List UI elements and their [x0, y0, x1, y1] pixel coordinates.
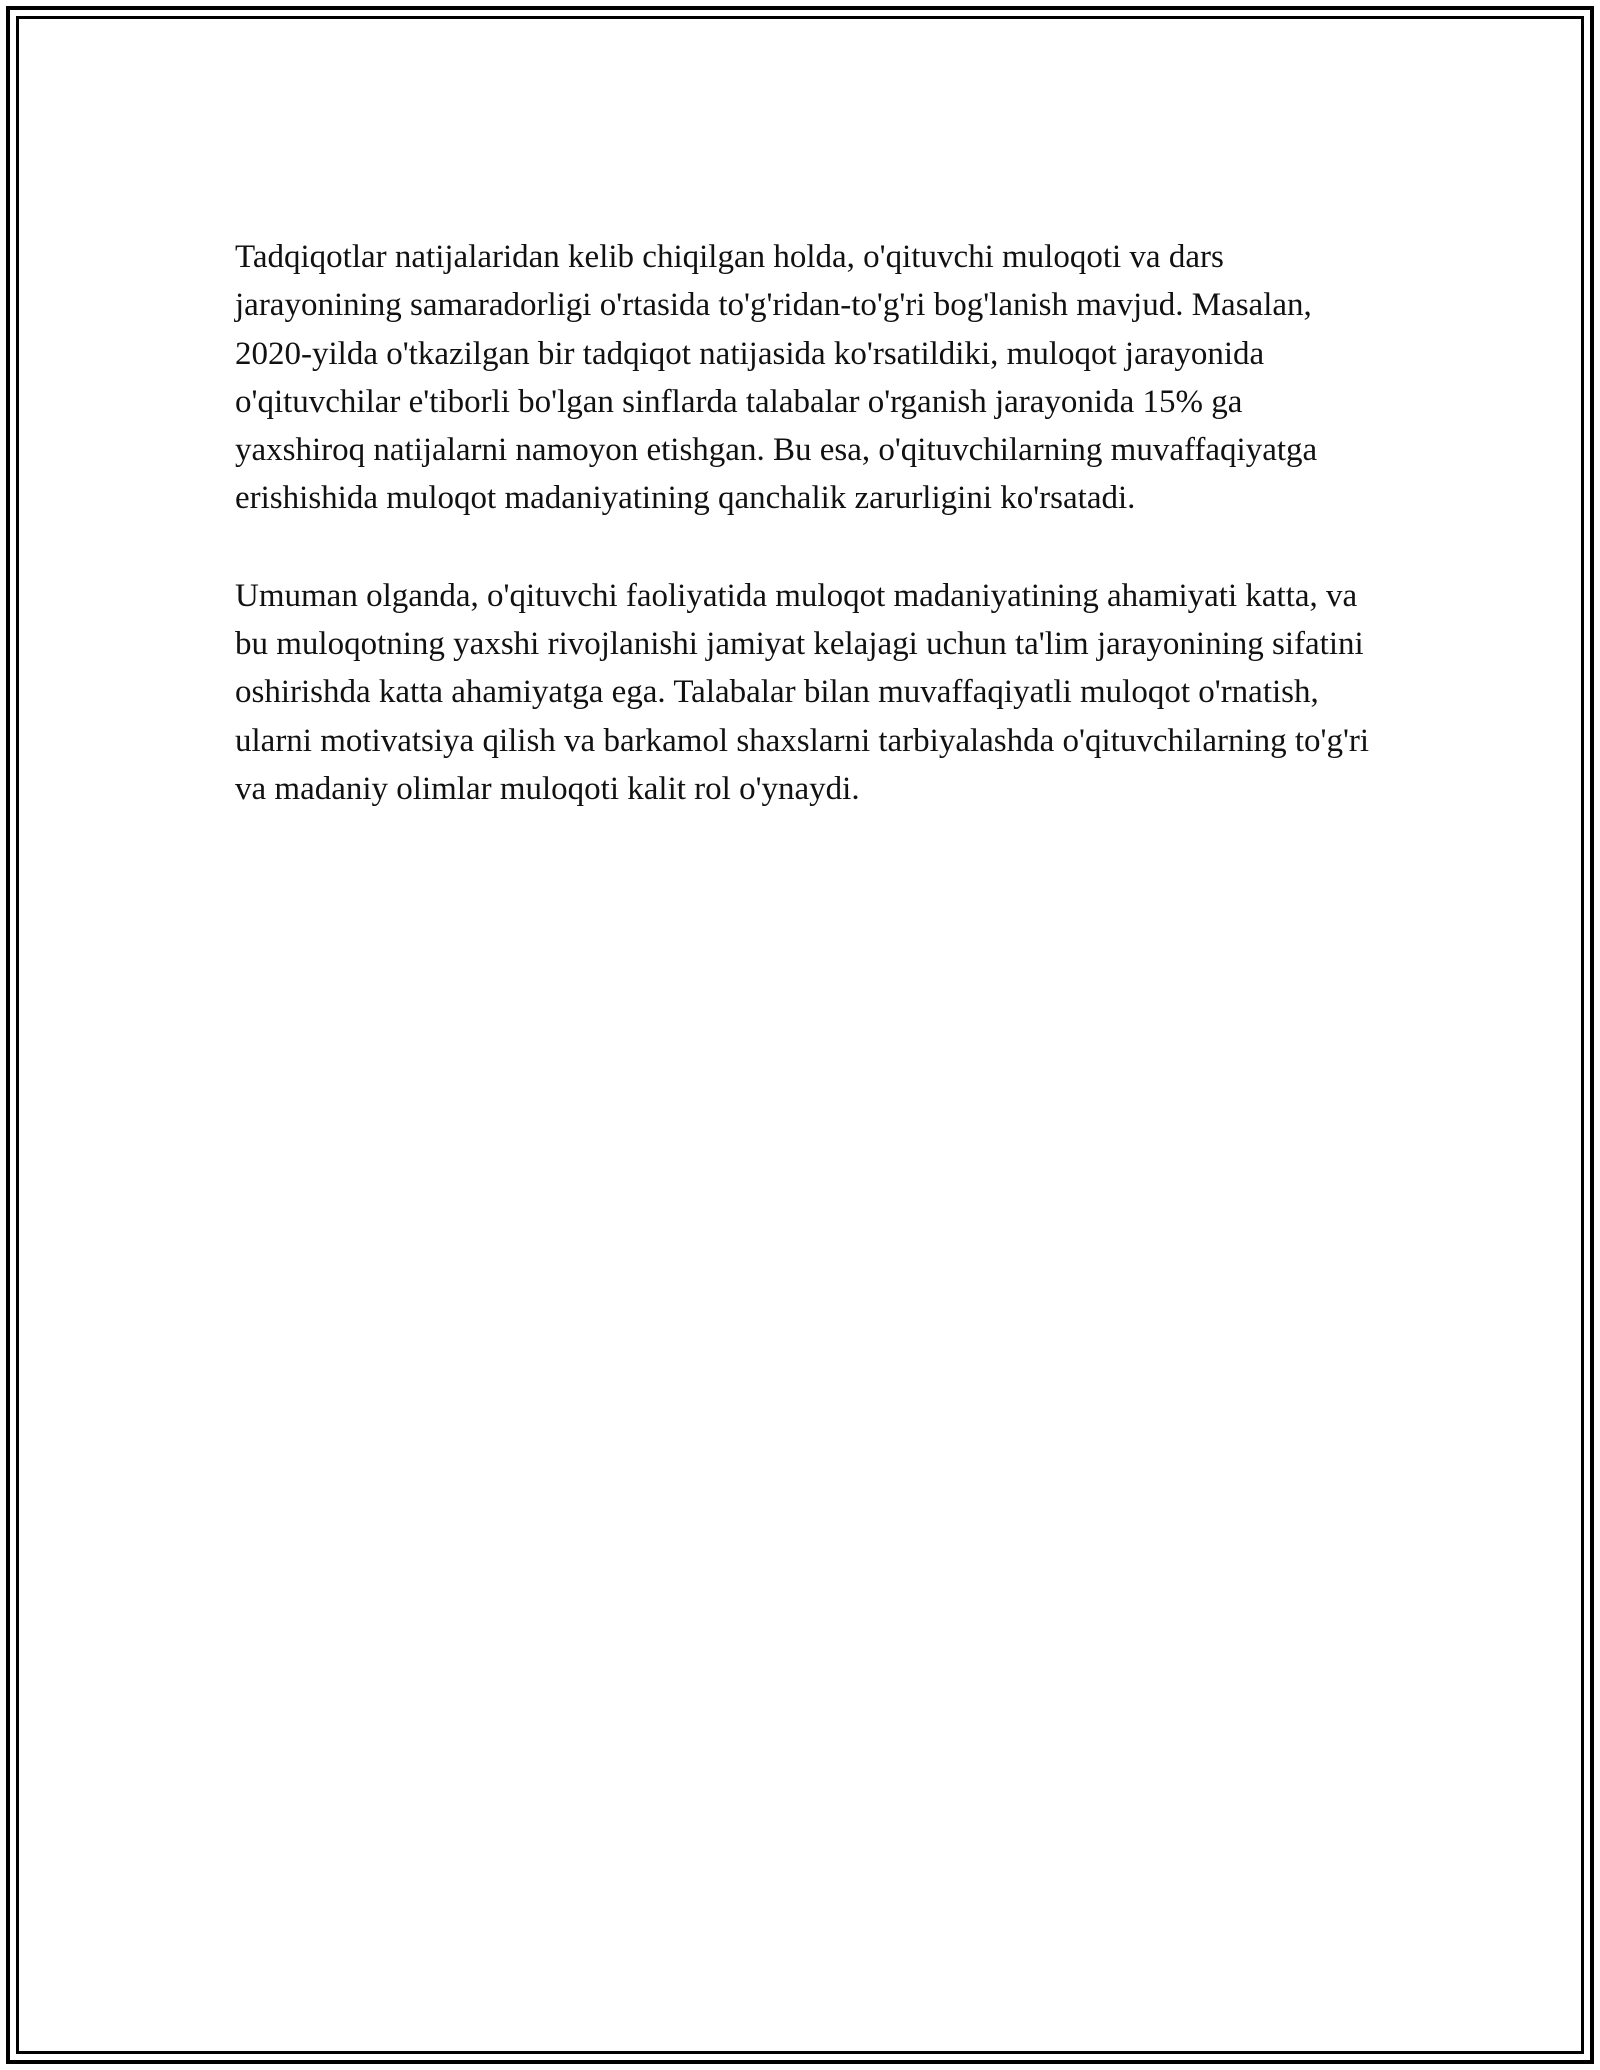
- paragraph-1: Tadqiqotlar natijalaridan kelib chiqilgan holda, o'qituvchi muloqoti va dars jarayonining samaradorligi o'rtasida to'g'ridan-to'g'ri bog'lanish mavjud. Masalan, 2020-yilda o'tkazilgan bir tadqiqot natijasida ko'rsatildiki, muloqot jarayonida o'qituvchilar e'tiborli bo'lgan sinflarda talabalar o'rganish jarayonida 15% ga yaxshiroq natijalarni namoyon etishgan. Bu esa, o'qituvchilarning muvaffaqiyatga erishishida muloqot madaniyatining qanchalik zarurligini ko'rsatadi.: [235, 239, 1318, 517]
- paragraph-2: Umuman olganda, o'qituvchi faoliyatida muloqot madaniyatining ahamiyati katta, va bu muloqotning yaxshi rivojlanishi jamiyat kelajagi uchun ta'lim jarayonining sifatini oshirishda katta ahamiyatga ega. Talabalar bilan muvaffaqiyatli muloqot o'rnatish, ularni motivatsiya qilish va barkamol shaxslarni tarbiyalashda o'qituvchilarning to'g'ri va madaniy olimlar muloqoti kalit rol o'ynaydi.: [235, 577, 1370, 807]
- document-body: [235, 233, 1375, 862]
